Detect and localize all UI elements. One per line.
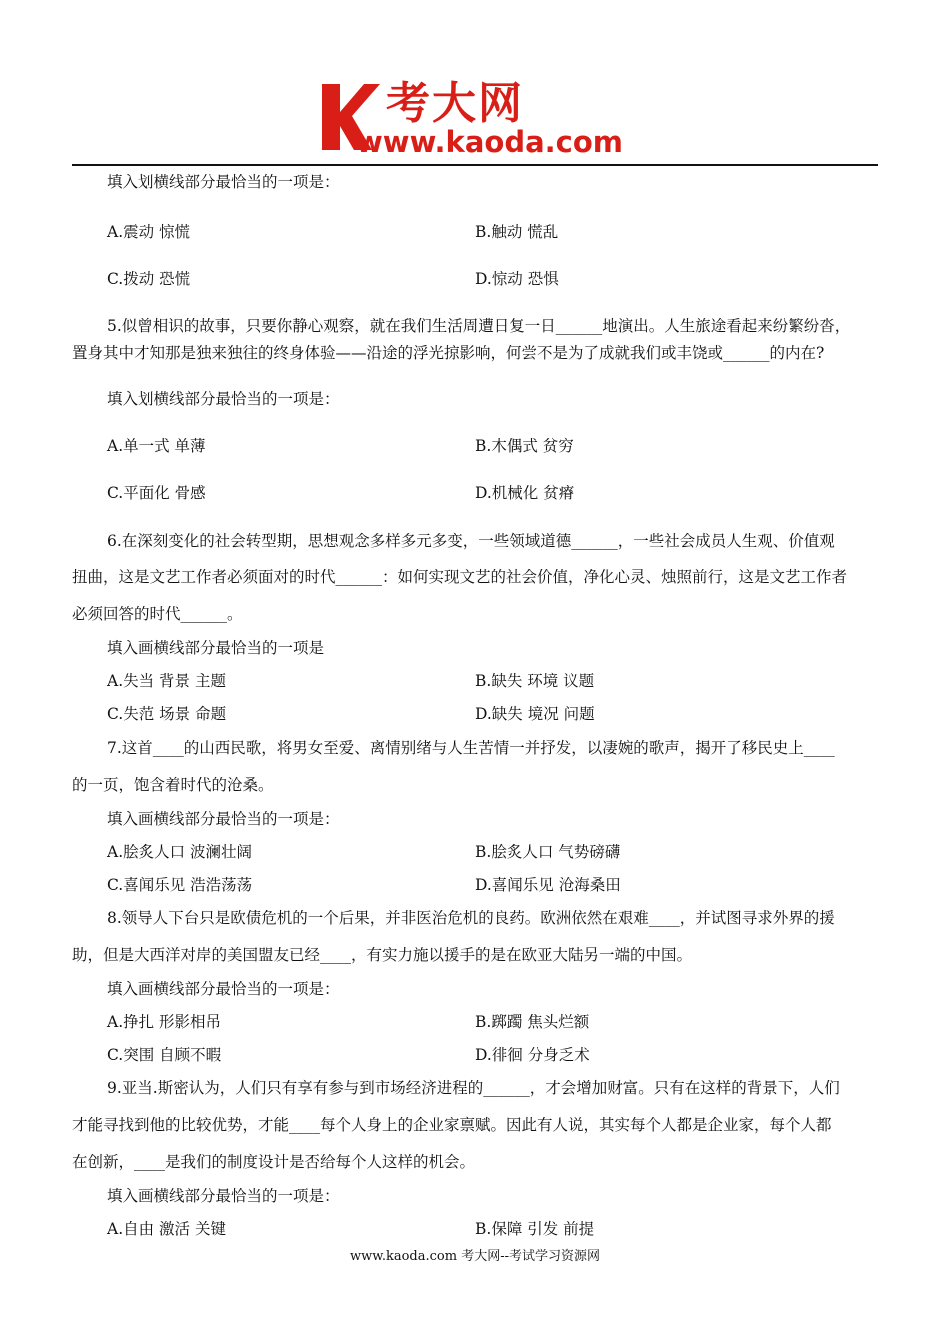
option-c: C.喜闻乐见 浩浩荡荡 [107, 876, 253, 894]
option-c: C.拨动 恐慌 [107, 270, 191, 288]
question-text-line: 扭曲，这是文艺工作者必须面对的时代______：如何实现文艺的社会价值，净化心灵、烛照前行，这是文艺工作者 [72, 568, 848, 586]
question-text-line: 8.领导人下台只是欧债危机的一个后果，并非医治危机的良药。欧洲依然在艰难____，并试图寻求外界的援 [107, 909, 835, 927]
option-b: B.保障 引发 前提 [475, 1220, 595, 1238]
option-a: A.失当 背景 主题 [107, 672, 226, 690]
kaoda-logo [318, 80, 648, 160]
option-b: B.木偶式 贫穷 [475, 437, 574, 455]
question-prompt: 填入画横线部分最恰当的一项是 [107, 639, 325, 657]
question-prompt: 填入画横线部分最恰当的一项是： [107, 980, 340, 998]
option-a: A.自由 激活 关键 [107, 1220, 226, 1238]
option-a: A.挣扎 形影相吊 [107, 1013, 222, 1031]
question-prompt: 填入划横线部分最恰当的一项是： [107, 390, 340, 408]
question-text-line: 必须回答的时代______。 [72, 605, 243, 623]
question-text-line: 9.亚当.斯密认为，人们只有享有参与到市场经济进程的______，才会增加财富。只有在这样的背景下，人们 [107, 1079, 840, 1097]
option-b: B.脍炙人口 气势磅礴 [475, 843, 621, 861]
question-text-line: 助，但是大西洋对岸的美国盟友已经____，有实力施以援手的是在欧亚大陆另一端的中国。 [72, 946, 693, 964]
logo-brand-url: www.kaoda.com [356, 125, 623, 159]
option-c: C.突围 自顾不暇 [107, 1046, 222, 1064]
question-text-line: 才能寻找到他的比较优势，才能____每个人身上的企业家禀赋。因此有人说，其实每个人都是企业家，每个人都 [72, 1116, 832, 1134]
page-footer: www.kaoda.com 考大网--考试学习资源网 [350, 1249, 600, 1264]
question-text-line: 7.这首____的山西民歌，将男女至爱、离情别绪与人生苦情一并抒发，以凄婉的歌声，揭开了移民史上____ [107, 739, 835, 757]
option-c: C.平面化 骨感 [107, 484, 206, 502]
question-text-line: 在创新，____是我们的制度设计是否给每个人这样的机会。 [72, 1153, 476, 1171]
option-c: C.失范 场景 命题 [107, 705, 227, 723]
option-d: D.徘徊 分身乏术 [475, 1046, 590, 1064]
question-prompt: 填入画横线部分最恰当的一项是： [107, 810, 340, 828]
option-a: A.脍炙人口 波澜壮阔 [107, 843, 253, 861]
question-text-line: 的一页，饱含着时代的沧桑。 [72, 776, 274, 794]
header-divider [72, 164, 878, 166]
option-d: D.机械化 贫瘠 [475, 484, 575, 502]
question-prompt: 填入画横线部分最恰当的一项是： [107, 1187, 340, 1205]
option-b: B.踯躅 焦头烂额 [475, 1013, 590, 1031]
option-d: D.喜闻乐见 沧海桑田 [475, 876, 621, 894]
option-b: B.触动 慌乱 [475, 223, 559, 241]
option-d: D.缺失 境况 问题 [475, 705, 595, 723]
question-prompt: 填入划横线部分最恰当的一项是： [107, 173, 340, 191]
option-a: A.单一式 单薄 [107, 437, 206, 455]
question-text-line: 置身其中才知那是独来独往的终身体验——沿途的浮光掠影响，何尝不是为了成就我们或丰饶或______的内在? [72, 344, 825, 362]
question-text-line: 6.在深刻变化的社会转型期，思想观念多样多元多变，一些领域道德______，一些社会成员人生观、价值观 [107, 532, 835, 550]
option-d: D.惊动 恐惧 [475, 270, 559, 288]
logo-brand-cn: 考大网 [386, 78, 524, 129]
question-text-line: 5.似曾相识的故事，只要你静心观察，就在我们生活周遭日复一日______地演出。人生旅途看起来纷繁纷沓， [107, 317, 851, 335]
option-b: B.缺失 环境 议题 [475, 672, 595, 690]
option-a: A.震动 惊慌 [107, 223, 191, 241]
